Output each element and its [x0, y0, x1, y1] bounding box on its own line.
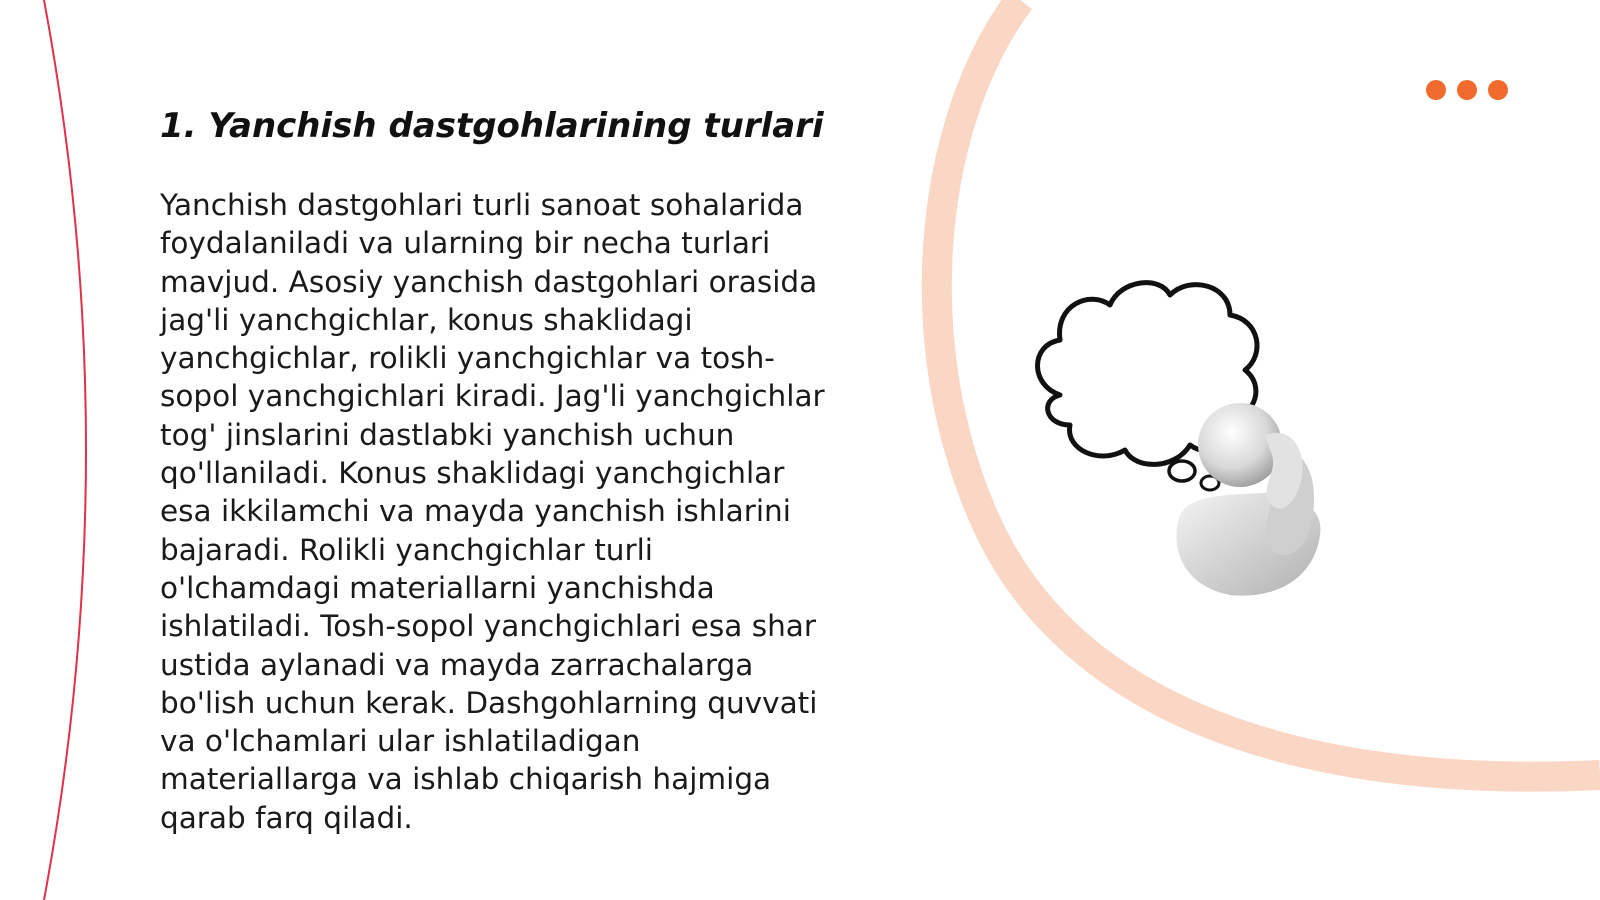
dot-icon: [1426, 80, 1446, 100]
slide-body-text: Yanchish dastgohlari turli sanoat sohalarida foydalaniladi va ularning bir necha turlari mavjud. Asosiy yanchish dastgohlari orasida jag'li yanchgichlar, konus shaklidagi yanchgichlar, rolikli yanchgichlar va tosh-sopol yanchgichlari kiradi. Jag'li yanchgichlar tog' jinslarini dastlabki yanchish uchun qo'llaniladi. Konus shaklidagi yanchgichlar esa ikkilamchi va mayda yanchish ishlarini bajaradi. Rolikli yanchgichlar turli o'lchamdagi materiallarni yanchishda ishlatiladi. Tosh-sopol yanchgichlari esa shar ustida aylanadi va mayda zarrachalarga bo'lish uchun kerak. Dashgohlarning quvvati va o'lchamlari ular ishlatiladigan materiallarga va ishlab chiqarish hajmiga qarab farq qiladi.: [160, 188, 825, 835]
thinking-person-illustration: [1030, 275, 1350, 615]
slide-title: 1. Yanchish dastgohlarining turlari: [160, 106, 824, 146]
dot-icon: [1457, 80, 1477, 100]
three-dots-icon: [1426, 80, 1508, 100]
dot-icon: [1488, 80, 1508, 100]
